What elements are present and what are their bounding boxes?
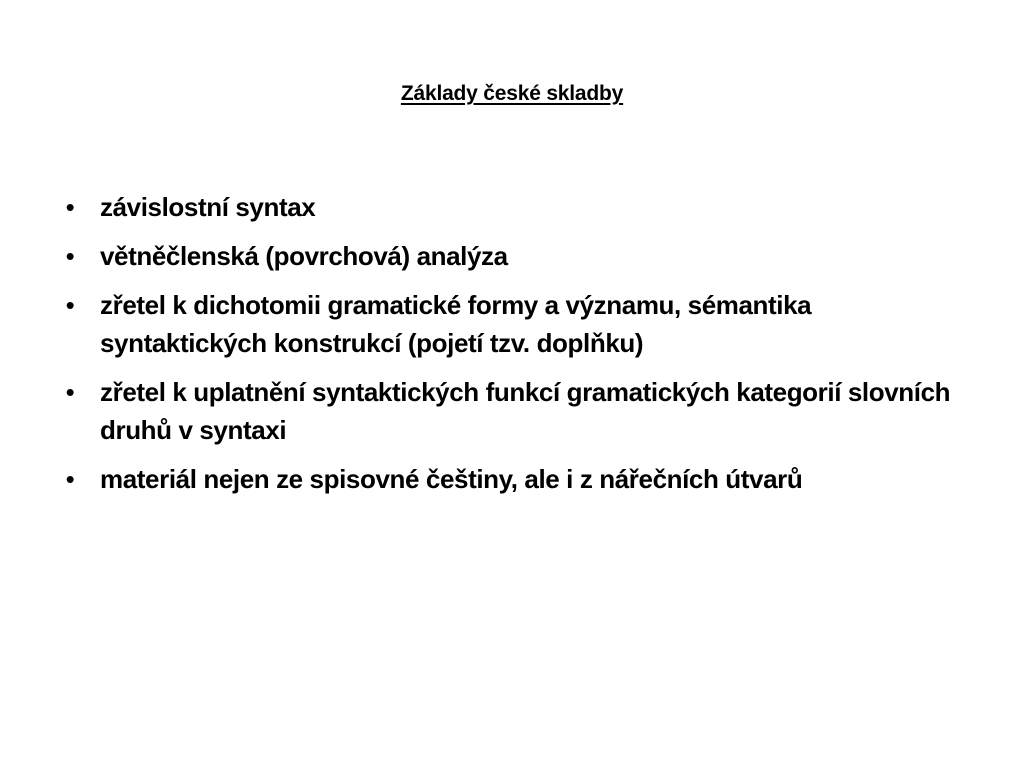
bullet-text: zřetel k dichotomii gramatické formy a významu, sémantika syntaktických konstrukcí (pojetí tzv. doplňku) [100,290,812,358]
bullet-list [60,188,960,509]
bullet-item [60,373,960,449]
bullet-point-icon: • [65,241,75,271]
bullet-item [60,286,960,362]
bullet-point-icon: • [65,377,75,407]
bullet-item [60,188,960,226]
bullet-text: materiál nejen ze spisovné češtiny, ale i z nářečních útvarů [100,464,803,494]
bullet-point-icon: • [65,290,75,320]
bullet-text: větněčlenská (povrchová) analýza [100,241,508,271]
bullet-point-icon: • [65,192,75,222]
bullet-item [60,460,960,498]
bullet-text: zřetel k uplatnění syntaktických funkcí gramatických kategorií slovních druhů v syntaxi [100,377,951,445]
slide-title: Základy české skladby [400,82,624,105]
bullet-item [60,237,960,275]
bullet-text: závislostní syntax [100,192,316,222]
bullet-point-icon: • [65,464,75,494]
